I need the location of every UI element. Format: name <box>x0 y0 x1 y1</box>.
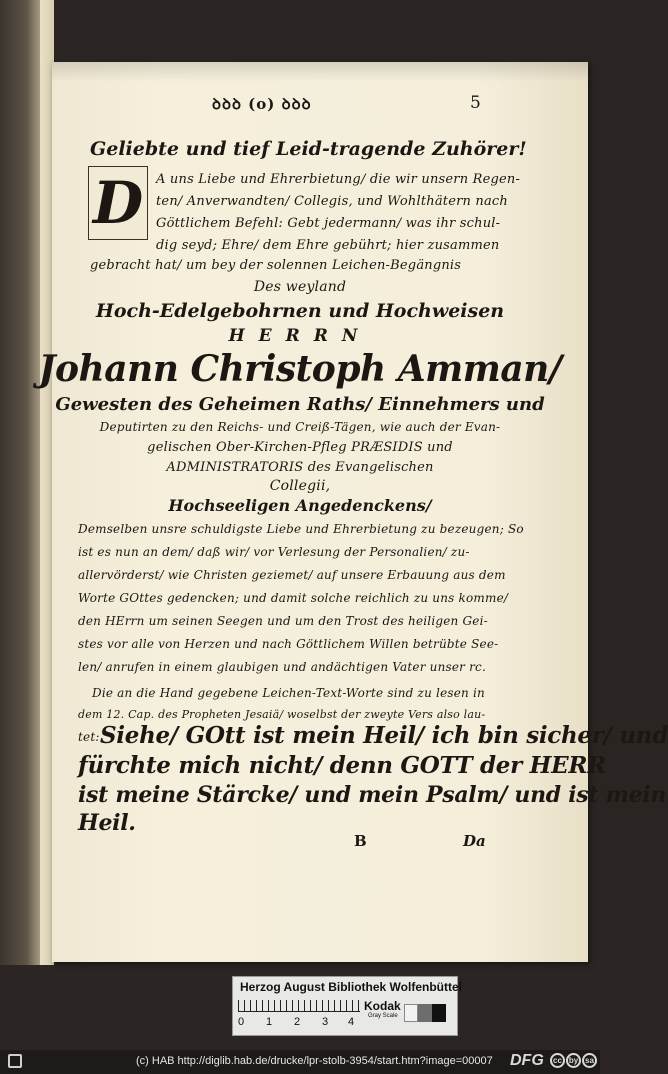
intro-line: A uns Liebe und Ehrerbietung/ die wir unsern Regen- <box>156 172 521 187</box>
verse-line: Heil. <box>78 810 136 836</box>
catchword: Da <box>463 832 486 850</box>
intro-line: Göttlichem Befehl: Gebt jedermann/ was ihr schul- <box>156 216 501 231</box>
ruler-number: 2 <box>294 1016 301 1028</box>
initial-letter: D <box>92 169 144 237</box>
text-intro-line: Die an die Hand gegebene Leichen-Text-Worte sind zu lesen in <box>92 686 485 700</box>
memory-line: Hochseeligen Angedenckens/ <box>168 496 432 515</box>
kodak-label: Kodak <box>364 999 401 1013</box>
office-line: Gewesten des Geheimen Raths/ Einnehmers und <box>55 394 545 415</box>
dfg-logo: DFG <box>510 1052 544 1069</box>
body-line: allervörderst/ wie Christen geziemet/ auf unsere Erbauung aus dem <box>78 568 506 582</box>
verse-line: Siehe/ GOtt ist mein Heil/ ich bin sicher/ und <box>100 722 668 749</box>
signature-mark: B <box>354 832 367 850</box>
header-ornament: ꝺꝺꝺ (o) ꝺꝺꝺ <box>212 95 312 113</box>
intro-line: dig seyd; Ehre/ dem Ehre gebührt; hier zusammen <box>156 238 500 253</box>
gray-patch <box>418 1004 432 1022</box>
footer-url[interactable]: (c) HAB http://diglib.hab.de/drucke/lpr-stolb-3954/start.htm?image=00007 <box>136 1055 493 1067</box>
body-line: ist es nun an dem/ daß wir/ vor Verlesung der Personalien/ zu- <box>78 545 470 559</box>
office-line: ADMINISTRATORIS des Evangelischen <box>166 460 434 475</box>
scale-ruler <box>238 1000 360 1012</box>
cc-sa-icon: sa <box>582 1053 597 1068</box>
ruler-number: 0 <box>238 1016 245 1028</box>
body-line: den HErrn um seinen Seegen und um den Trost des heiligen Gei- <box>78 614 488 628</box>
gray-scale-label: Gray Scale <box>368 1013 398 1019</box>
intro-line: gebracht hat/ um bey der solennen Leichen-Begängnis <box>90 258 462 273</box>
library-name: Herzog August Bibliothek Wolfenbüttel <box>240 980 462 994</box>
honorific-title: Hoch-Edelgebohrnen und Hochweisen <box>95 300 505 322</box>
decorated-initial <box>88 166 148 240</box>
ruler-number: 3 <box>322 1016 329 1028</box>
body-line: stes vor alle von Herzen und nach Göttlichem Willen betrübte See- <box>78 637 499 651</box>
body-line: Demselben unsre schuldigste Liebe und Ehrerbietung zu bezeugen; So <box>78 522 524 536</box>
body-line: Worte GOttes gedencken; und damit solche reichlich zu uns komme/ <box>78 591 509 605</box>
page-number: 5 <box>470 93 481 113</box>
des-weyland: Des weyland <box>253 279 347 295</box>
salutation-heading: Geliebte und tief Leid-tragende Zuhörer! <box>90 138 527 160</box>
library-logo-icon <box>8 1054 22 1068</box>
cc-icon: cc <box>550 1053 565 1068</box>
ruler-number: 4 <box>348 1016 355 1028</box>
cc-by-icon: by <box>566 1053 581 1068</box>
intro-line: ten/ Anverwandten/ Collegis, und Wohlthätern nach <box>156 194 508 209</box>
office-line: gelischen Ober-Kirchen-Pfleg PRÆSIDIS und <box>147 440 453 455</box>
office-line: Collegii, <box>269 478 331 494</box>
body-line: len/ anrufen in einem glaubigen und andächtigen Vater unser rc. <box>78 660 486 674</box>
deceased-name: Johann Christoph Amman/ <box>38 348 562 390</box>
gray-patch <box>432 1004 446 1022</box>
page-shadow <box>52 62 588 82</box>
office-line: Deputirten zu den Reichs- und Creiß-Tägen, wie auch der Evan- <box>99 420 501 434</box>
herrn-title: HERRN <box>228 326 372 346</box>
ruler-number: 1 <box>266 1016 273 1028</box>
text-intro-line: dem 12. Cap. des Propheten Jesaiä/ woselbst der zweyte Vers also lau- <box>78 708 486 721</box>
verse-line: ist meine Stärcke/ und mein Psalm/ und ist mein <box>78 782 667 808</box>
text-intro-line: tet: <box>78 730 100 744</box>
gray-patch <box>404 1004 418 1022</box>
verse-line: fürchte mich nicht/ denn GOTT der HERR <box>78 752 606 779</box>
